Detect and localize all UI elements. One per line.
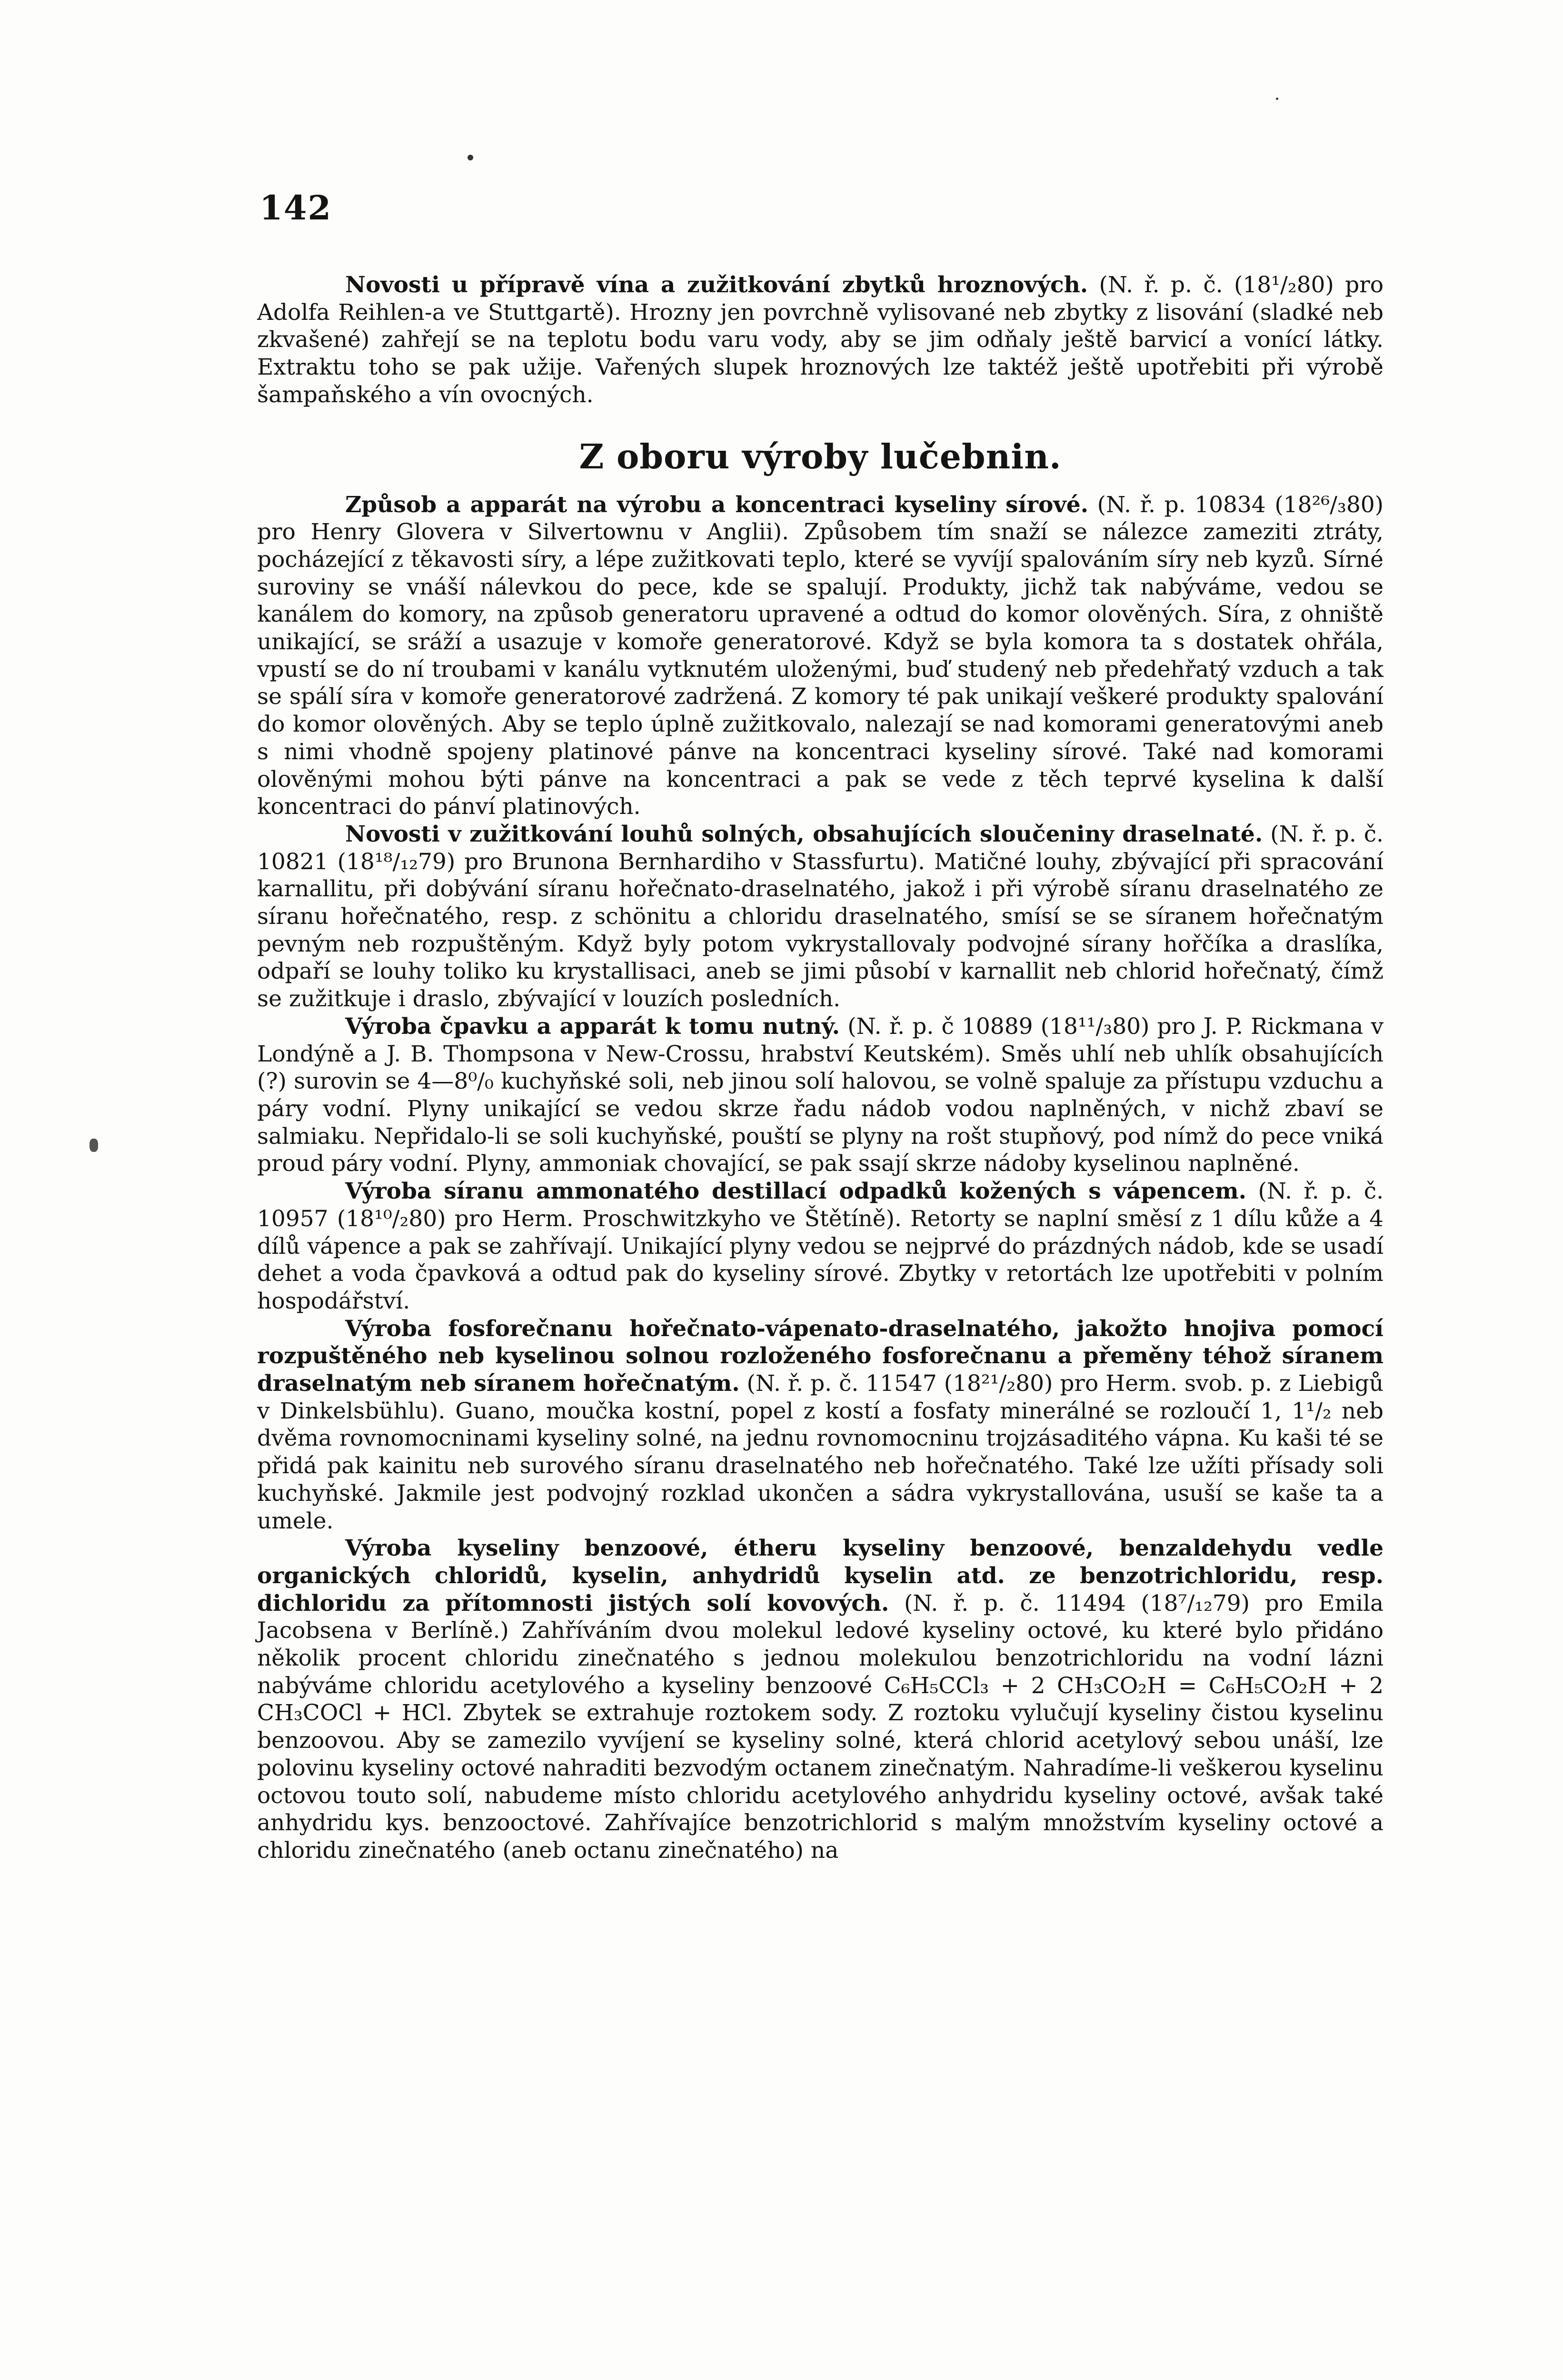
paragraph-sulfuric-acid	[257, 491, 1384, 821]
paragraph-salt-liquors	[257, 821, 1384, 1013]
paragraph-lead: Výroba čpavku a apparát k tomu nutný.	[345, 1013, 840, 1040]
paragraph-lead: Novosti v zužitkování louhů solných, obsahujících sloučeniny draselnaté.	[345, 821, 1263, 847]
paragraph-body: (N. ř. p. č 10889 (18¹¹/₃80) pro J. P. Rickmana v Londýně a J. B. Thompsona v New-Crossu, hrabství Keutském). Směs uhlí neb uhlík obsahujících (?) surovin se 4—8⁰/₀ kuchyňské soli, neb jinou solí halovou, se volně spaluje za přístupu vzduchu a páry vodní. Plyny unikající se vedou skrze řadu nádob vodou naplněných, v nichž zbaví se salmiaku. Nepřidalo-li se soli kuchyňské, pouští se plyny na rošt stupňový, pod nímž do pece vniká proud páry vodní. Plyny, ammoniak chovající, se pak ssají skrze nádoby kyselinou naplněné.	[257, 1013, 1384, 1177]
paragraph-body: (N. ř. p. č. 10957 (18¹⁰/₂80) pro Herm. Proschwitzkyho ve Štětíně). Retorty se naplní směsí z 1 dílu kůže a 4 dílů vápence a pak se zahřívají. Unikající plyny vedou se nejprvé do prázdných nádob, kde se usadí dehet a voda čpavková a odtud pak do kyseliny sírové. Zbytky v retortách lze upotřebiti v polním hospodářství.	[257, 1178, 1384, 1314]
print-speck	[1276, 98, 1278, 100]
paragraph-ammonium-sulfate	[257, 1178, 1384, 1315]
page-number: 142	[259, 188, 332, 228]
section-heading: Z oboru výroby lučebnin.	[579, 436, 1062, 476]
paragraph-lead: Výroba fosforečnanu hořečnato-vápenato-draselnatého, jakožto hnojiva pomocí rozpuštěného neb kyselinou solnou rozloženého fosforečnanu a přeměny téhož síranem draselnatým neb síranem hořečnatým.	[257, 1315, 1384, 1397]
paragraph-body: (N. ř. p. č. 11494 (18⁷/₁₂79) pro Emila Jacobsena v Berlíně.) Zahříváním dvou molekul ledové kyseliny octové, ku které bylo přidáno několik procent chloridu zinečnatého s jednou molekulou benzotrichloridu na vodní lázni nabýváme chloridu acetylového a kyseliny benzoové C₆H₅CCl₃ + 2 CH₃CO₂H = C₆H₅CO₂H + 2 CH₃COCl + HCl. Zbytek se extrahuje roztokem sody. Z roztoku vylučují kyseliny čistou kyselinu benzoovou. Aby se zamezilo vyvíjení se kyseliny solné, která chlorid acetylový sebou unáší, lze polovinu kyseliny octové nahraditi bezvodým octanem zinečnatým. Nahradíme-li veškerou kyselinu octovou touto solí, nabudeme místo chloridu acetylového anhydridu kyseliny octové, avšak také anhydridu kys. benzooctové. Zahřívajíce benzotrichlorid s malým množstvím kyseliny octové a chloridu zinečnatého (aneb octanu zinečnatého) na	[257, 1590, 1384, 1864]
paragraph-body: (N. ř. p. č. 10821 (18¹⁸/₁₂79) pro Brunona Bernhardiho v Stassfurtu). Matičné louhy, zbývající při spracování karnallitu, při dobývání síranu hořečnato-draselnatého, jakož i při výrobě síranu draselnatého ze síranu hořečnatého, resp. z schönitu a chloridu draselnatého, smísí se se síranem hořečnatým pevným neb rozpuštěným. Když byly potom vykrystallovaly podvojné sírany hořčíka a draslíka, odpaří se louhy toliko ku krystallisaci, aneb se jimi působí v karnallit neb chlorid hořečnatý, čímž se zužitkuje i draslo, zbývající v louzích posledních.	[257, 821, 1384, 1012]
paragraph-lead: Výroba síranu ammonatého destillací odpadků kožených s vápencem.	[345, 1178, 1246, 1205]
paragraph-benzoic-acid	[257, 1535, 1384, 1864]
paragraph-phosphate-fertilizer	[257, 1315, 1384, 1535]
paragraph-body: (N. ř. p. 10834 (18²⁶/₃80) pro Henry Glovera v Silvertownu v Anglii). Způsobem tím snaží se nálezce zameziti ztráty, pocházející z těkavosti síry, a lépe zužitkovati teplo, které se vyvíjí spalováním síry neb kyzů. Sírné suroviny se vnáší nálevkou do pece, kde se spalují. Produkty, jichž tak nabýváme, vedou se kanálem do komory, na způsob generatoru upravené a odtud do komor olověných. Síra, z ohniště unikající, se sráží a usazuje v komoře generatorové. Když se byla komora ta s dostatek ohřála, vpustí se do ní troubami v kanálu vytknutém uloženými, buď studený neb předehřatý vzduch a tak se spálí síra v komoře generatorové zadržená. Z komory té pak unikají veškeré produkty spalování do komor olověných. Aby se teplo úplně zužitkovalo, nalezají se nad komorami generatovými aneb s nimi vhodně spojeny platinové pánve na koncentraci kyseliny sírové. Také nad komorami olověnými mohou býti pánve na koncentraci a pak se vede z těch teprvé kyselina k další koncentraci do pánví platinových.	[257, 491, 1384, 820]
paragraph-lead: Novosti u přípravě vína a zužitkování zbytků hroznových.	[345, 272, 1088, 298]
paragraph-lead: Způsob a apparát na výrobu a koncentraci kyseliny sírové.	[345, 491, 1088, 518]
paragraph-ammonia	[257, 1013, 1384, 1178]
paragraph-body: (N. ř. p. č. 11547 (18²¹/₂80) pro Herm. svob. p. z Liebigů v Dinkelsbühlu). Guano, moučka kostní, popel z kostí a fosfaty minerálné se rozloučí 1, 1¹/₂ neb dvěma rovnomocninami kyseliny solné, na jednu rovnomocninu trojzásaditého vápna. Ku kaši té se přidá pak kainitu neb surového síranu draselnatého neb hořečnatého. Také lze užíti přísady soli kuchyňské. Jakmile jest podvojný rozklad ukončen a sádra vykrystallována, usuší se kaše ta a umele.	[257, 1370, 1384, 1534]
paragraph-body: (N. ř. p. č. (18¹/₂80) pro Adolfa Reihlen-a ve Stuttgartě). Hrozny jen povrchně vylisované neb zbytky z lisování (sladké neb zkvašené) zahřejí se na teplotu bodu varu vody, aby se jim odňaly ještě barvicí a vonící látky. Extraktu toho se pak užije. Vařených slupek hroznových lze taktéž ještě upotřebiti při výrobě šampaňského a vín ovocných.	[257, 272, 1384, 408]
text-column	[257, 271, 1384, 1864]
paragraph-lead: Výroba kyseliny benzoové, étheru kyseliny benzoové, benzaldehydu vedle organických chloridů, kyselin, anhydridů kyselin atd. ze benzotrichloridu, resp. dichloridu za přítomnosti jistých solí kovových.	[257, 1535, 1384, 1616]
print-speck	[90, 1139, 98, 1152]
print-speck	[468, 155, 473, 160]
paragraph-wine-residues	[257, 271, 1384, 409]
